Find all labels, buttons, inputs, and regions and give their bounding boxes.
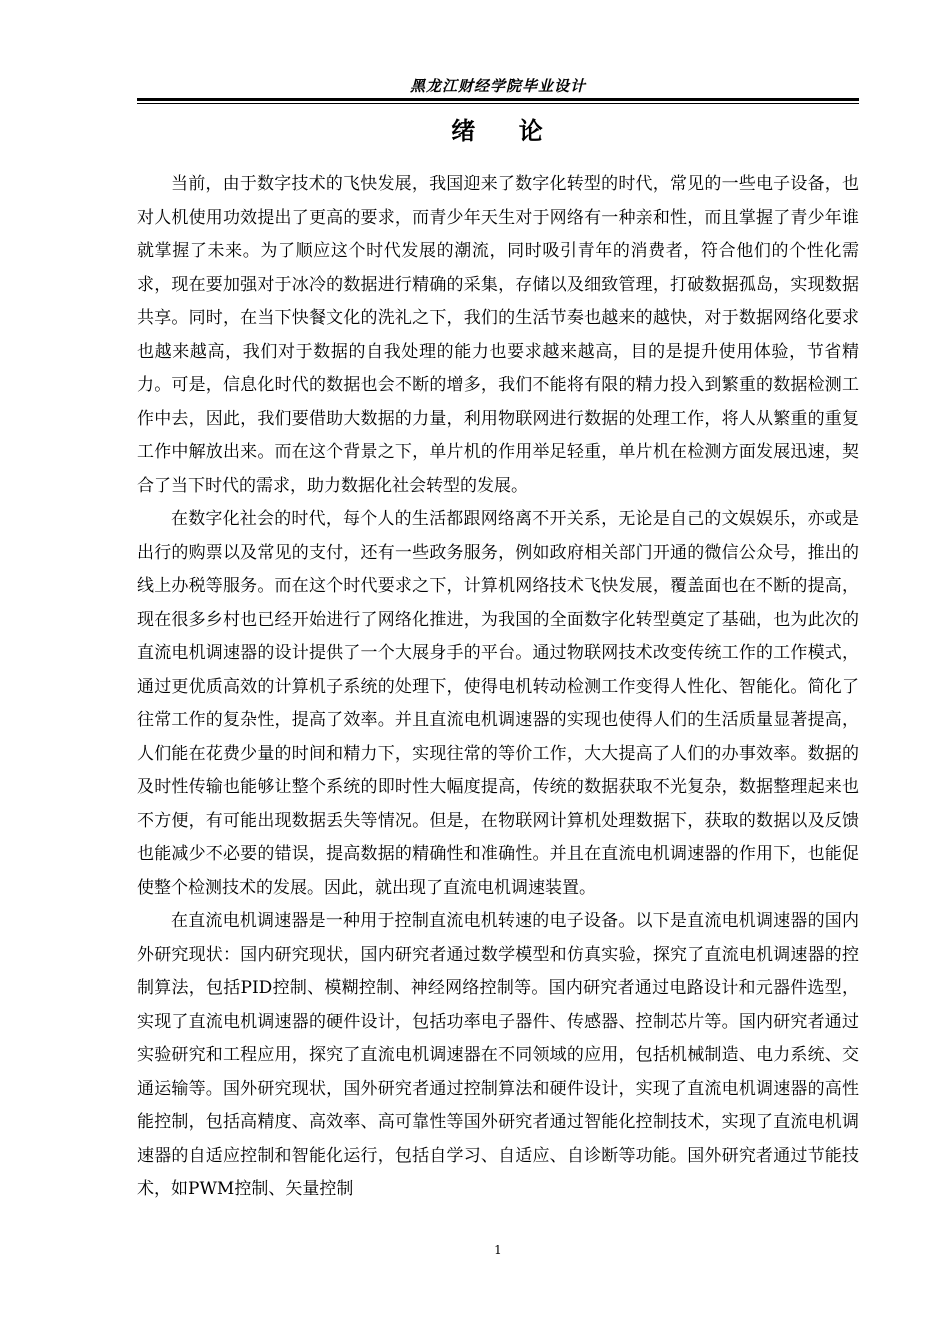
header-rule-thin: [137, 103, 859, 104]
paragraph-3: 在直流电机调速器是一种用于控制直流电机转速的电子设备。以下是直流电机调速器的国内外研究现状：国内研究现状，国内研究者通过数学模型和仿真实验，探究了直流电机调速器的控制算法，包括PID控制、模糊控制、神经网络控制等。国内研究者通过电路设计和元器件选型，实现了直流电机调速器的硬件设计，包括功率电子器件、传感器、控制芯片等。国内研究者通过实验研究和工程应用，探究了直流电机调速器在不同领域的应用，包括机械制造、电力系统、交通运输等。国外研究现状，国外研究者通过控制算法和硬件设计，实现了直流电机调速器的高性能控制，包括高精度、高效率、高可靠性等国外研究者通过智能化控制技术，实现了直流电机调速器的自适应控制和智能化运行，包括自学习、自适应、自诊断等功能。国外研究者通过节能技术，如PWM控制、矢量控制: [137, 911, 859, 1199]
page-header: 黑龙江财经学院毕业设计: [409, 77, 586, 95]
body-text: [137, 168, 859, 1207]
page-number: 1: [494, 1243, 502, 1257]
paragraph-2: 在数字化社会的时代，每个人的生活都跟网络离不开关系，无论是自己的文娱娱乐，亦或是出行的购票以及常见的支付，还有一些政务服务，例如政府相关部门开通的微信公众号，推出的线上办税等服务。而在这个时代要求之下，计算机网络技术飞快发展，覆盖面也在不断的提高，现在很多乡村也已经开始进行了网络化推进，为我国的全面数字化转型奠定了基础，也为此次的直流电机调速器的设计提供了一个大展身手的平台。通过物联网技术改变传统工作的工作模式，通过更优质高效的计算机子系统的处理下，使得电机转动检测工作变得人性化、智能化。简化了往常工作的复杂性，提高了效率。并且直流电机调速器的实现也使得人们的生活质量显著提高，人们能在花费少量的时间和精力下，实现往常的等价工作，大大提高了人们的办事效率。数据的及时性传输也能够让整个系统的即时性大幅度提高，传统的数据获取不光复杂，数据整理起来也不方便，有可能出现数据丢失等情况。但是，在物联网计算机处理数据下，获取的数据以及反馈也能减少不必要的错误，提高数据的精确性和准确性。并且在直流电机调速器的作用下，也能促使整个检测技术的发展。因此，就出现了直流电机调速装置。: [137, 509, 859, 898]
chapter-title: 绪 论: [451, 117, 545, 145]
paragraph-1: 当前，由于数字技术的飞快发展，我国迎来了数字化转型的时代，常见的一些电子设备，也对人机使用功效提出了更高的要求，而青少年天生对于网络有一种亲和性，而且掌握了青少年谁就掌握了未来。为了顺应这个时代发展的潮流，同时吸引青年的消费者，符合他们的个性化需求，现在要加强对于冰冷的数据进行精确的采集，存储以及细致管理，打破数据孤岛，实现数据共享。同时，在当下快餐文化的洗礼之下，我们的生活节奏也越来的越快，对于数据网络化要求也越来越高，我们对于数据的自我处理的能力也要求越来越高，目的是提升使用体验，节省精力。可是，信息化时代的数据也会不断的增多，我们不能将有限的精力投入到繁重的数据检测工作中去，因此，我们要借助大数据的力量，利用物联网进行数据的处理工作，将人从繁重的重复工作中解放出来。而在这个背景之下，单片机的作用举足轻重，单片机在检测方面发展迅速，契合了当下时代的需求，助力数据化社会转型的发展。: [137, 174, 859, 496]
header-rule-thick: [137, 98, 859, 101]
